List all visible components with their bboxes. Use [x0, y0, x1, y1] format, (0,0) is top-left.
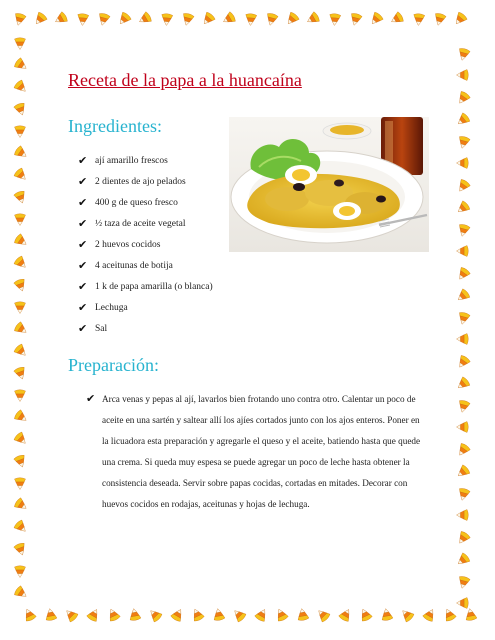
- checkmark-icon: ✔: [78, 259, 88, 272]
- dish-photo: [229, 117, 429, 252]
- checkmark-icon: ✔: [78, 280, 88, 293]
- ingredient-item: ✔ 1 k de papa amarilla (o blanca): [78, 280, 213, 293]
- preparation-text: Arca venas y pepas al ají, lavarlos bien frotando uno contra otro. Calentar un poco de aceite en una sartén y saltear allí los ajíes cortados junto con los ajos enteros. Poner en la licuadora esta preparación y agregarle el queso y el aceite, batiendo hasta que quede una crema. Si queda muy espesa se puede agregar un poco de leche hasta obtener la consistencia deseada. Servir sobre papas cocidas, cortadas en mitades. Decorar con huevos cocidos en rodajas, aceitunas y hojas de lechuga.: [102, 394, 421, 509]
- ingredient-item: ✔ Lechuga: [78, 301, 128, 314]
- checkmark-icon: ✔: [78, 175, 88, 188]
- preparation-heading: Preparación:: [68, 355, 159, 375]
- recipe-title: Receta de la papa a la huancaína: [68, 70, 302, 90]
- ingredient-item: ✔ Sal: [78, 322, 108, 335]
- ingredient-item: ✔ ají amarillo frescos: [78, 154, 168, 167]
- checkmark-icon: ✔: [78, 322, 88, 335]
- checkmark-icon: ✔: [78, 301, 88, 314]
- ingredient-item: ✔ ½ taza de aceite vegetal: [78, 217, 186, 230]
- checkmark-icon: ✔: [78, 238, 88, 251]
- checkmark-icon: ✔: [78, 217, 88, 230]
- checkmark-icon: ✔: [78, 196, 88, 209]
- ingredients-heading: Ingredientes:: [68, 116, 162, 136]
- ingredient-item: ✔ 4 aceitunas de botija: [78, 259, 173, 272]
- checkmark-icon: ✔: [78, 154, 88, 167]
- ingredients-list: [78, 150, 213, 339]
- checkmark-icon: ✔: [86, 392, 96, 405]
- ingredient-item: ✔ 400 g de queso fresco: [78, 196, 178, 209]
- ingredient-item: ✔ 2 huevos cocidos: [78, 238, 161, 251]
- ingredient-item: ✔ 2 dientes de ajo pelados: [78, 175, 186, 188]
